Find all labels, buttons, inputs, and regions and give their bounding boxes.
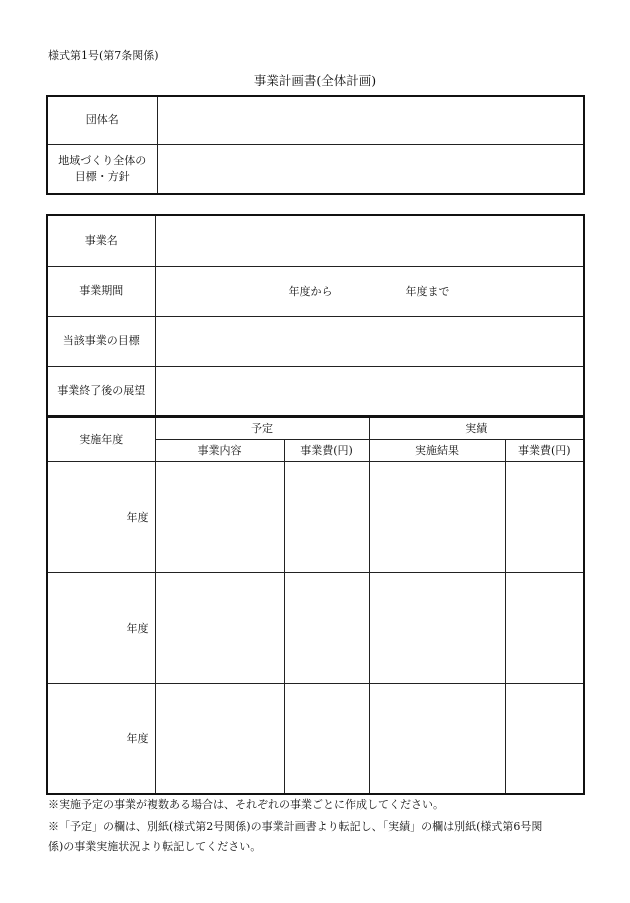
plan-header: 予定 — [155, 417, 369, 439]
table-row — [47, 683, 584, 794]
result-cost-cell[interactable] — [505, 461, 584, 572]
project-name-label: 事業名 — [47, 215, 155, 266]
plan-content-header: 事業内容 — [155, 439, 284, 461]
note-transcription-line1: ※「予定」の欄は、別紙(様式第2号関係)の事業計画書より転記し、「実績」の欄は別紙(様式第6号関 — [48, 820, 543, 833]
plan-content-cell[interactable] — [155, 683, 284, 794]
project-period-field[interactable] — [155, 266, 584, 316]
result-header: 実績 — [369, 417, 584, 439]
table-row — [47, 461, 584, 572]
form-number: 様式第1号(第7条関係) — [48, 49, 159, 62]
project-outlook-field[interactable] — [155, 366, 584, 416]
regional-goal-label-line2: 目標・方針 — [74, 169, 130, 183]
plan-content-cell[interactable] — [155, 461, 284, 572]
note-transcription-line2: 係)の事業実施状況より転記してください。 — [48, 840, 262, 853]
table-row — [47, 572, 584, 683]
project-name-field[interactable] — [155, 215, 584, 266]
note-multiple-projects: ※実施予定の事業が複数ある場合は、それぞれの事業ごとに作成してください。 — [48, 798, 444, 811]
document-title: 事業計画書(全体計画) — [253, 73, 377, 88]
year-cell[interactable]: 年度 — [47, 683, 155, 794]
plan-content-cell[interactable] — [155, 572, 284, 683]
result-cost-cell[interactable] — [505, 572, 584, 683]
result-content-cell[interactable] — [369, 683, 505, 794]
project-table — [46, 214, 585, 417]
plan-cost-header: 事業費(円) — [284, 439, 369, 461]
project-target-label: 当該事業の目標 — [47, 316, 155, 366]
regional-goal-label — [47, 144, 157, 194]
plan-cost-cell[interactable] — [284, 572, 369, 683]
plan-cost-cell[interactable] — [284, 461, 369, 572]
result-content-cell[interactable] — [369, 572, 505, 683]
regional-goal-label-line1: 地域づくり全体の — [58, 153, 147, 167]
result-cost-header: 事業費(円) — [505, 439, 584, 461]
year-cell[interactable]: 年度 — [47, 461, 155, 572]
period-to-suffix: 年度まで — [405, 285, 450, 298]
period-from-suffix: 年度から — [288, 285, 333, 298]
organization-table — [46, 95, 585, 195]
group-name-field[interactable] — [157, 96, 584, 144]
regional-goal-field[interactable] — [157, 144, 584, 194]
result-content-cell[interactable] — [369, 461, 505, 572]
group-name-label: 団体名 — [47, 96, 157, 144]
project-target-field[interactable] — [155, 316, 584, 366]
implementation-year-header: 実施年度 — [47, 417, 155, 461]
result-content-header: 実施結果 — [369, 439, 505, 461]
result-cost-cell[interactable] — [505, 683, 584, 794]
project-period-label: 事業期間 — [47, 266, 155, 316]
plan-cost-cell[interactable] — [284, 683, 369, 794]
yearly-plan-table — [46, 416, 585, 795]
year-cell[interactable]: 年度 — [47, 572, 155, 683]
project-outlook-label: 事業終了後の展望 — [47, 366, 155, 416]
